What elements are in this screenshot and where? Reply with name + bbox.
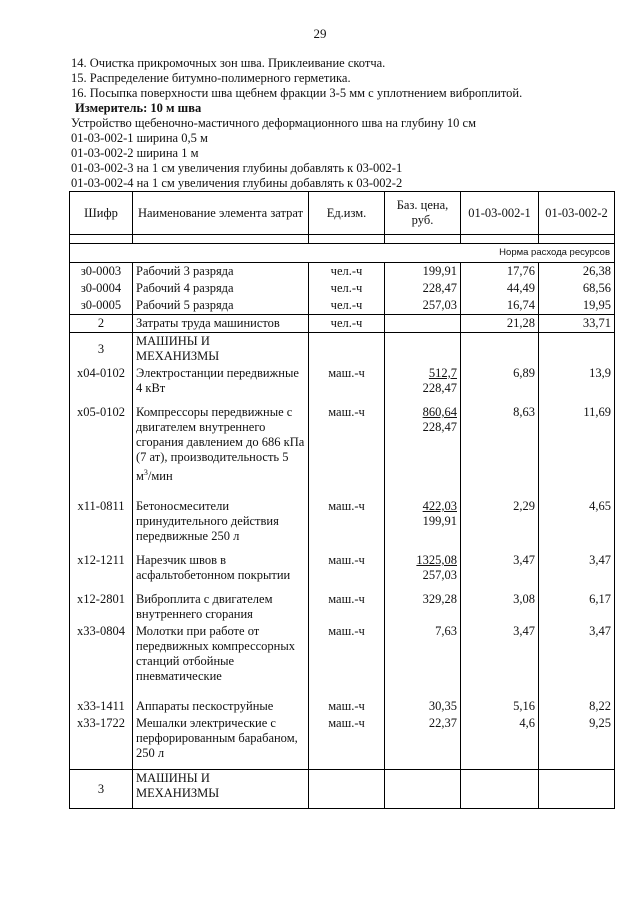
cell-v2: 3,47 <box>539 623 615 698</box>
cell-unit: маш.-ч <box>309 698 385 715</box>
intro-line: 14. Очистка прикромочных зон шва. Приклеивание скотча. <box>71 56 386 70</box>
resource-table <box>69 191 615 809</box>
cell-v1: 17,76 <box>461 263 539 281</box>
description-line: 01-03-002-3 на 1 см увеличения глубины добавлять к 03-002-1 <box>71 161 403 175</box>
cell-name: Нарезчик швов в асфальтобетонном покрытии <box>133 552 309 591</box>
cell-v1: 3,47 <box>461 623 539 698</box>
page-number: 29 <box>313 26 327 41</box>
cell-v2: 3,47 <box>539 552 615 591</box>
cell-name: Бетоносмесители принудительного действия передвижные 250 л <box>133 498 309 552</box>
cell-code: х04-0102 <box>70 365 133 404</box>
cell-v2: 9,25 <box>539 715 615 770</box>
cell-v2: 4,65 <box>539 498 615 552</box>
cell-v2: 26,38 <box>539 263 615 281</box>
cell-unit: чел.-ч <box>309 280 385 297</box>
cell-unit: маш.-ч <box>309 404 385 498</box>
cell-name: Рабочий 4 разряда <box>133 280 309 297</box>
cell-v1: 3,47 <box>461 552 539 591</box>
cell-v1: 5,16 <box>461 698 539 715</box>
cell-price: 860,64 228,47 <box>385 404 461 498</box>
section-row-operators <box>70 315 615 333</box>
norm-caption: Норма расхода ресурсов <box>70 244 615 263</box>
cell-code: з0-0003 <box>70 263 133 281</box>
cell-v1: 6,89 <box>461 365 539 404</box>
cell-unit: маш.-ч <box>309 552 385 591</box>
table-row <box>70 698 615 715</box>
table-row <box>70 591 615 623</box>
cell-price: 422,03 199,91 <box>385 498 461 552</box>
cell-price: 257,03 <box>385 297 461 315</box>
cell-name: МАШИНЫ И МЕХАНИЗМЫ <box>133 770 309 809</box>
table-row <box>70 623 615 698</box>
cell-name: Затраты труда машинистов <box>133 315 309 333</box>
cell-unit: маш.-ч <box>309 365 385 404</box>
cell-v1: 16,74 <box>461 297 539 315</box>
cell-unit: чел.-ч <box>309 297 385 315</box>
cell-code: 2 <box>70 315 133 333</box>
table-row <box>70 498 615 552</box>
cell-v2: 68,56 <box>539 280 615 297</box>
cell-price: 199,91 <box>385 263 461 281</box>
cell-unit: маш.-ч <box>309 623 385 698</box>
cell-unit: маш.-ч <box>309 591 385 623</box>
cell-code: з0-0005 <box>70 297 133 315</box>
cell-code: х33-1411 <box>70 698 133 715</box>
cell-v1: 44,49 <box>461 280 539 297</box>
table-row <box>70 365 615 404</box>
cell-name: МАШИНЫ И МЕХАНИЗМЫ <box>133 333 309 366</box>
cell-price: 512,7 228,47 <box>385 365 461 404</box>
cell-code: х11-0811 <box>70 498 133 552</box>
cell-code: х12-2801 <box>70 591 133 623</box>
cell-price: 22,37 <box>385 715 461 770</box>
table-row <box>70 552 615 591</box>
cell-name: Аппараты пескоструйные <box>133 698 309 715</box>
cell-v1: 4,6 <box>461 715 539 770</box>
description-line: 01-03-002-4 на 1 см увеличения глубины добавлять к 03-002-2 <box>71 176 403 190</box>
cell-name: Рабочий 3 разряда <box>133 263 309 281</box>
cell-unit: маш.-ч <box>309 715 385 770</box>
cell-name: Компрессоры передвижные с двигателем внутреннего сгорания давлением до 686 кПа (7 ат), производительность 5 $м^3$/мин <box>133 404 309 498</box>
cell-code: 3 <box>70 770 133 809</box>
cell-code: х05-0102 <box>70 404 133 498</box>
cell-name: Молотки при работе от передвижных компрессорных станций отбойные пневматические <box>133 623 309 698</box>
table-row <box>70 404 615 498</box>
header-col2: 01-03-002-2 <box>539 192 615 235</box>
cell-price: 228,47 <box>385 280 461 297</box>
cell-v1: 21,28 <box>461 315 539 333</box>
intro-block <box>71 56 631 191</box>
intro-line: 15. Распределение битумно-полимерного герметика. <box>71 71 351 85</box>
measure-unit: Измеритель: 10 м шва <box>75 101 202 115</box>
cell-price: 7,63 <box>385 623 461 698</box>
cell-v2: 33,71 <box>539 315 615 333</box>
cell-code: х33-0804 <box>70 623 133 698</box>
section-row-machines <box>70 333 615 366</box>
cell-price: 329,28 <box>385 591 461 623</box>
header-name: Наименование элемента затрат <box>133 192 309 235</box>
cell-v2: 6,17 <box>539 591 615 623</box>
description-line: 01-03-002-2 ширина 1 м <box>71 146 199 160</box>
cell-name: Виброплита с двигателем внутреннего сгорания <box>133 591 309 623</box>
header-price: Баз. цена, руб. <box>385 192 461 235</box>
cell-price: 30,35 <box>385 698 461 715</box>
cell-v1: 8,63 <box>461 404 539 498</box>
header-unit: Ед.изм. <box>309 192 385 235</box>
table-row <box>70 280 615 297</box>
cell-code: з0-0004 <box>70 280 133 297</box>
cell-code: х12-1211 <box>70 552 133 591</box>
cell-unit: чел.-ч <box>309 315 385 333</box>
description-line: 01-03-002-1 ширина 0,5 м <box>71 131 208 145</box>
cell-v1: 2,29 <box>461 498 539 552</box>
cell-v2: 13,9 <box>539 365 615 404</box>
table-row <box>70 715 615 770</box>
header-col1: 01-03-002-1 <box>461 192 539 235</box>
cell-v2: 8,22 <box>539 698 615 715</box>
cell-price: 1325,08 257,03 <box>385 552 461 591</box>
cell-unit: чел.-ч <box>309 263 385 281</box>
cell-name: Мешалки электрические с перфорированным барабаном, 250 л <box>133 715 309 770</box>
cell-code: 3 <box>70 333 133 366</box>
cell-name: Рабочий 5 разряда <box>133 297 309 315</box>
description-line: Устройство щебеночно-мастичного деформационного шва на глубину 10 см <box>71 116 477 130</box>
intro-line: 16. Посыпка поверхности шва щебнем фракции 3-5 мм с уплотнением виброплитой. <box>71 86 523 100</box>
cell-v2: 19,95 <box>539 297 615 315</box>
cell-name: Электростанции передвижные 4 кВт <box>133 365 309 404</box>
header-code: Шифр <box>70 192 133 235</box>
cell-unit: маш.-ч <box>309 498 385 552</box>
cell-v2: 11,69 <box>539 404 615 498</box>
table-row <box>70 263 615 281</box>
table-row <box>70 297 615 315</box>
cell-code: х33-1722 <box>70 715 133 770</box>
section-row-machines-repeat <box>70 770 615 809</box>
cell-v1: 3,08 <box>461 591 539 623</box>
